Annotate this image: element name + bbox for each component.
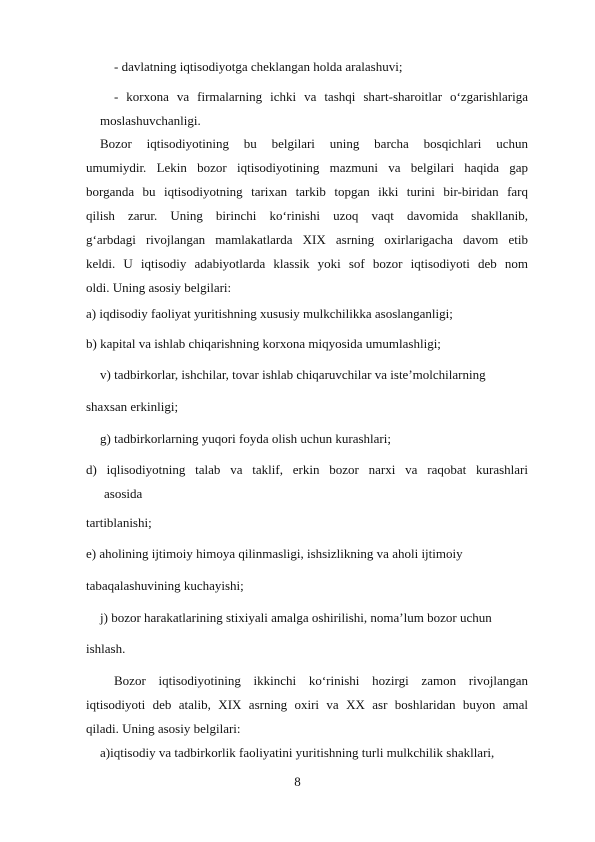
para1-line3: borganda bu iqtisodiyotning tarixan tarkib topgan ikki turini bir-biridan farq bbox=[86, 184, 528, 199]
para1-line1: Bozor iqtisodiyotining bu belgilari uning barcha bosqichlari uchun bbox=[100, 136, 528, 151]
list-item-j-line1: j) bozor harakatlarining stixiyali amalga oshirilishi, noma’lum bozor uchun bbox=[100, 610, 492, 625]
para1-line7: oldi. Uning asosiy belgilari: bbox=[86, 280, 232, 295]
para1-line4: qilish zarur. Uning birinchi ko‘rinishi uzoq vaqt davomida shakllanib, bbox=[86, 208, 528, 223]
list-item-a2: a)iqtisodiy va tadbirkorlik faoliyatini yuritishning turli mulkchilik shakllari, bbox=[100, 745, 495, 760]
para2-line1: Bozor iqtisodiyotining ikkinchi ko‘rinishi hozirgi zamon rivojlangan bbox=[114, 673, 528, 688]
page-number: 8 bbox=[294, 774, 301, 789]
bullet-state-intervention: - davlatning iqtisodiyotga cheklangan holda aralashuvi; bbox=[114, 59, 403, 74]
list-item-g: g) tadbirkorlarning yuqori foyda olish uchun kurashlari; bbox=[100, 431, 391, 446]
list-item-v-line1: v) tadbirkorlar, ishchilar, tovar ishlab chiqaruvchilar va iste’molchilarning bbox=[100, 367, 486, 382]
para2-line3: qiladi. Uning asosiy belgilari: bbox=[86, 721, 241, 736]
bullet-adaptability-line2: moslashuvchanligi. bbox=[100, 113, 201, 128]
list-item-b: b) kapital va ishlab chiqarishning korxona miqyosida umumlashligi; bbox=[86, 336, 441, 351]
list-item-d-line2: asosida bbox=[104, 486, 143, 501]
bullet-adaptability-line1: - korxona va firmalarning ichki va tashqi shart-sharoitlar o‘zgarishlariga bbox=[114, 89, 528, 104]
list-item-v-line2: shaxsan erkinligi; bbox=[86, 399, 179, 414]
list-item-d-line3: tartiblanishi; bbox=[86, 515, 152, 530]
para2-line2: iqtisodiyoti deb atalib, XIX asrning oxiri va XX asr boshlaridan buyon amal bbox=[86, 697, 528, 712]
list-item-a: a) iqdisodiy faoliyat yuritishning xususiy mulkchilikka asoslanganligi; bbox=[86, 306, 453, 321]
list-item-e-line2: tabaqalashuvining kuchayishi; bbox=[86, 578, 244, 593]
list-item-d-line1: d) iqlisodiyotning talab va taklif, erkin bozor narxi va raqobat kurashlari bbox=[86, 462, 528, 477]
para1-line5: g‘arbdagi rivojlangan mamlakatlarda XIX asrning oxirlarigacha davom etib bbox=[86, 232, 528, 247]
list-item-j-line2: ishlash. bbox=[86, 641, 126, 656]
para1-line2: umumiydir. Lekin bozor iqtisodiyotining mazmuni va belgilari haqida gap bbox=[86, 160, 528, 175]
para1-line6: keldi. U iqtisodiy adabiyotlarda klassik yoki sof bozor iqtisodiyoti deb nom bbox=[86, 256, 528, 271]
list-item-e-line1: e) aholining ijtimoiy himoya qilinmasligi, ishsizlikning va aholi ijtimoiy bbox=[86, 546, 463, 561]
